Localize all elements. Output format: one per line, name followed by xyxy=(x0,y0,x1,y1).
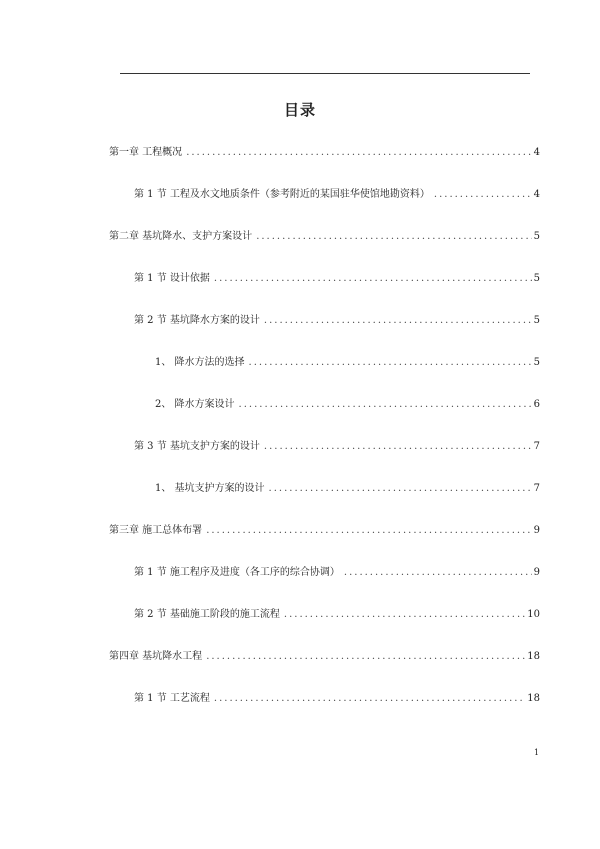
toc-entry-page: 6 xyxy=(533,399,540,410)
toc-leader-dots xyxy=(239,398,532,412)
toc-entry-text: 第 1 节 工艺流程 xyxy=(134,693,210,704)
toc-entry[interactable] xyxy=(134,608,540,622)
toc-leader-dots xyxy=(434,188,532,202)
toc-entry-text: 第 1 节 工程及水文地质条件（参考附近的某国驻华使馆地勘资料） xyxy=(134,189,430,200)
toc-leader-dots xyxy=(206,524,531,538)
toc-entry[interactable] xyxy=(155,356,540,370)
toc-leader-dots xyxy=(206,650,525,664)
toc-entry-text: 第 3 节 基坑支护方案的设计 xyxy=(134,441,260,452)
toc-entry-text: 第四章 基坑降水工程 xyxy=(109,651,203,662)
toc-entry[interactable] xyxy=(155,482,540,496)
toc-entry-page: 10 xyxy=(527,609,540,620)
toc-entry-text: 1、 基坑支护方案的设计 xyxy=(155,483,265,494)
toc-entry-page: 18 xyxy=(527,651,540,662)
toc-entry-text: 第二章 基坑降水、支护方案设计 xyxy=(109,231,253,242)
toc-entry[interactable] xyxy=(134,188,540,202)
toc-leader-dots xyxy=(256,230,531,244)
toc-entry[interactable] xyxy=(134,440,540,454)
toc-leader-dots xyxy=(264,440,532,454)
toc-leader-dots xyxy=(249,356,532,370)
toc-entry-page: 9 xyxy=(533,567,540,578)
toc-leader-dots xyxy=(214,692,525,706)
toc-entry-text: 2、 降水方案设计 xyxy=(155,399,235,410)
toc-entry-text: 第三章 施工总体布署 xyxy=(109,525,203,536)
toc-leader-dots xyxy=(214,272,532,286)
toc-leader-dots xyxy=(269,482,532,496)
toc-entry[interactable] xyxy=(134,272,540,286)
toc-entry-page: 5 xyxy=(533,357,540,368)
toc-entry-text: 第 1 节 设计依据 xyxy=(134,273,210,284)
toc-entry-page: 5 xyxy=(533,273,540,284)
toc-entry-text: 1、 降水方法的选择 xyxy=(155,357,245,368)
toc-entry[interactable] xyxy=(109,524,540,538)
toc-entry[interactable] xyxy=(109,146,540,160)
toc-entry-page: 18 xyxy=(527,693,540,704)
toc-entry[interactable] xyxy=(134,692,540,706)
toc-leader-dots xyxy=(186,146,531,160)
toc-entry[interactable] xyxy=(134,566,540,580)
toc-entry-page: 4 xyxy=(533,189,540,200)
toc-entry[interactable] xyxy=(134,314,540,328)
toc-entry-page: 7 xyxy=(533,441,540,452)
toc-entry-text: 第一章 工程概况 xyxy=(109,147,183,158)
toc-title: 目录 xyxy=(283,101,316,119)
page-number: 1 xyxy=(534,748,540,757)
toc-entry-text: 第 2 节 基础施工阶段的施工流程 xyxy=(134,609,280,620)
toc-leader-dots xyxy=(284,608,525,622)
toc-entry-page: 5 xyxy=(533,231,540,242)
toc-entry[interactable] xyxy=(155,398,540,412)
toc-entry[interactable] xyxy=(109,650,540,664)
toc-entry-page: 4 xyxy=(533,147,540,158)
toc-entry-page: 7 xyxy=(533,483,540,494)
toc-entry-text: 第 2 节 基坑降水方案的设计 xyxy=(134,315,260,326)
toc-leader-dots xyxy=(264,314,532,328)
toc-entry-page: 9 xyxy=(533,525,540,536)
toc-leader-dots xyxy=(344,566,532,580)
toc-entry-text: 第 1 节 施工程序及进度（各工序的综合协调） xyxy=(134,567,340,578)
toc-entry-page: 5 xyxy=(533,315,540,326)
toc-entry[interactable] xyxy=(109,230,540,244)
